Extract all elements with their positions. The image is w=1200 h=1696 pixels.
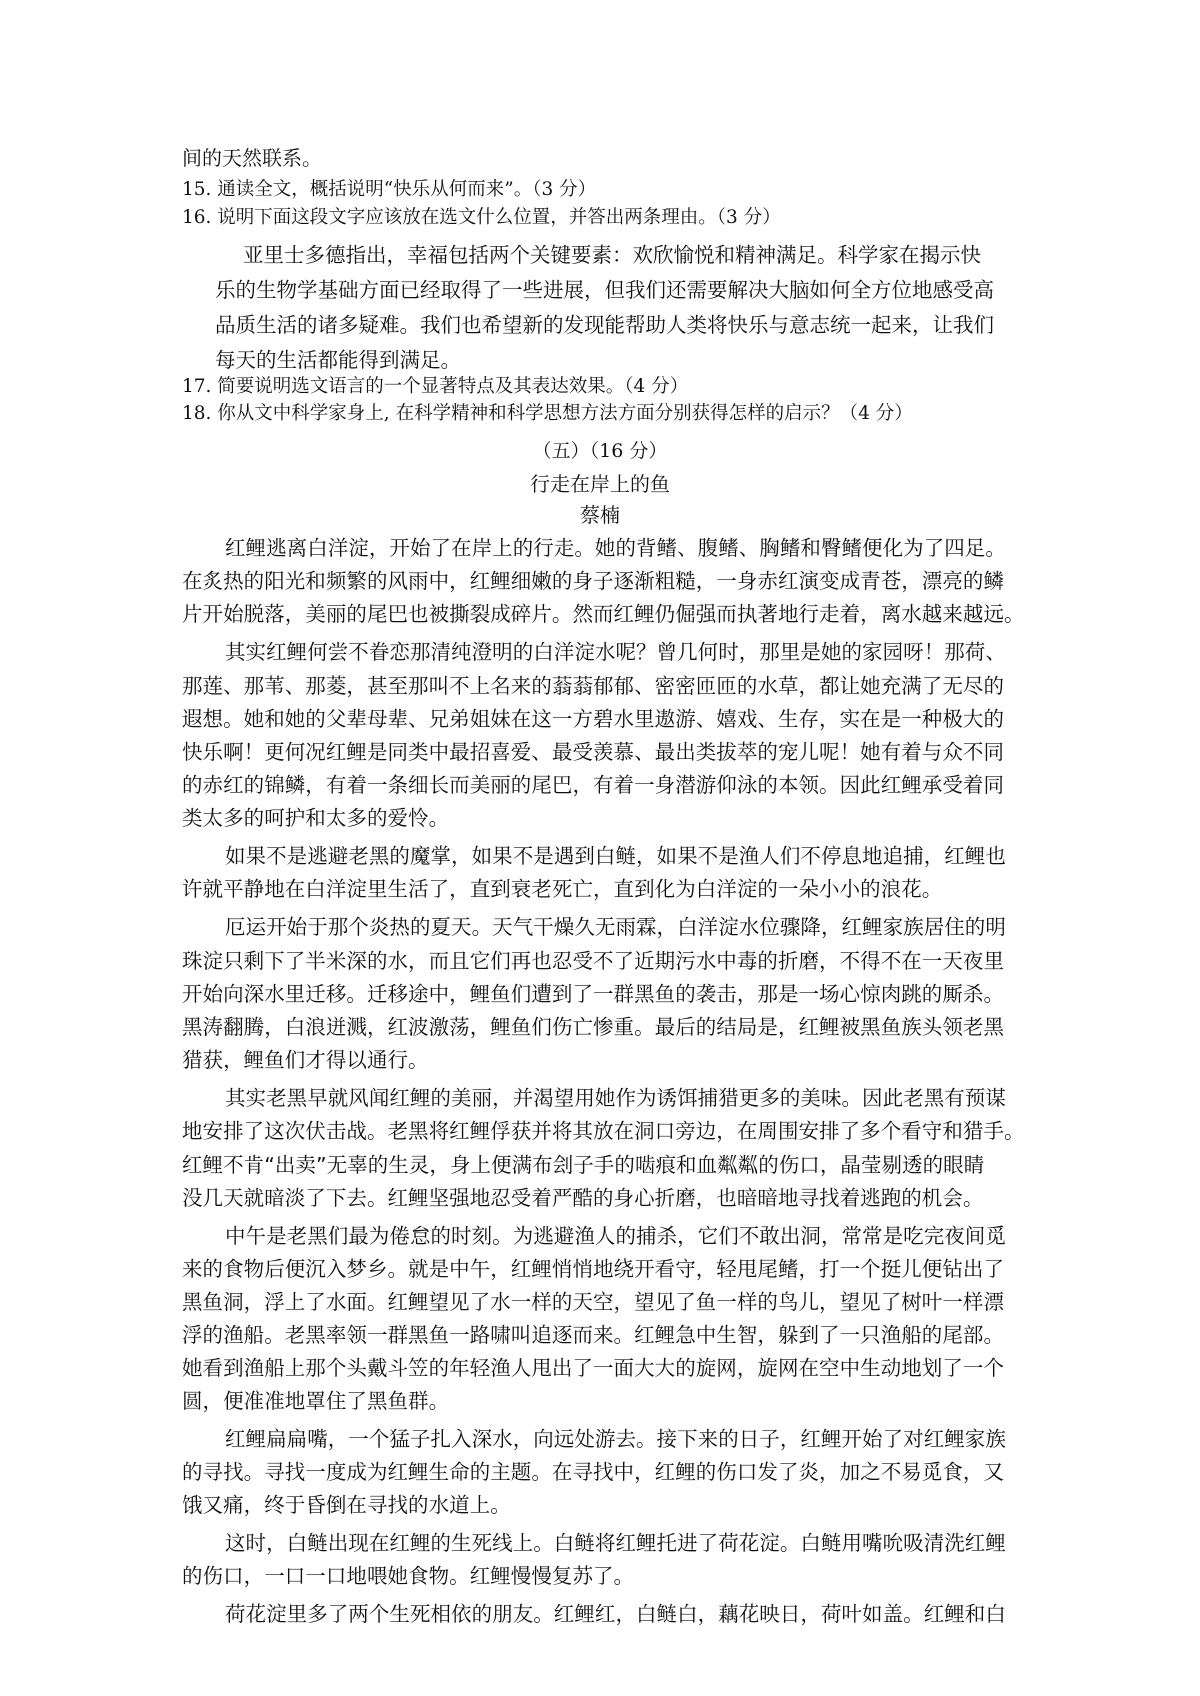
article-line-8: 的赤红的锦鳞，有着一条细长而美丽的尾巴，有着一身潜游仰泳的本领。因此红鲤承受着同 <box>182 773 1004 797</box>
article-line-18: 地安排了这次伏击战。老黑将红鲤俘获并将其放在洞口旁边，在周围安排了多个看守和猎手。 <box>182 1119 1025 1143</box>
article-line-10: 如果不是逃避老黑的魔掌，如果不是遇到白鲢，如果不是渔人们不停息地追捕，红鲤也 <box>225 844 1006 868</box>
article-line-30: 这时，白鲢出现在红鲤的生死线上。白鲢将红鲤托进了荷花淀。白鲢用嘴吮吸清洗红鲤 <box>225 1531 1006 1555</box>
article-line-24: 浮的渔船。老黑率领一群黑鱼一路啸叫追逐而来。红鲤急中生智，躲到了一只渔船的尾部。 <box>182 1323 1004 1347</box>
article-line-26: 圆，便准准地罩住了黑鱼群。 <box>182 1389 450 1413</box>
article-line-5: 那莲、那苇、那菱，甚至那叫不上名来的蓊蓊郁郁、密密匝匝的水草，都让她充满了无尽的 <box>182 674 1004 698</box>
article-line-13: 珠淀只剩下了半米深的水，而且它们再也忍受不了近期污水中毒的折磨，不得不在一天夜里 <box>182 949 1004 973</box>
section-marker: （五）（16 分） <box>532 440 668 462</box>
article-line-1: 红鲤逃离白洋淀，开始了在岸上的行走。她的背鳍、腹鳍、胸鳍和臀鳍便化为了四足。 <box>225 536 1006 560</box>
quote-line-2: 乐的生物学基础方面已经取得了一些进展，但我们还需要解决大脑如何全方位地感受高 <box>215 278 994 302</box>
article-author: 蔡楠 <box>580 503 620 527</box>
article-line-9: 类太多的呵护和太多的爱怜。 <box>182 806 450 830</box>
article-line-3: 片开始脱落，美丽的尾巴也被撕裂成碎片。然而红鲤仍倔强而执著地行走着，离水越来越远。 <box>182 602 1025 626</box>
article-line-16: 猎获，鲤鱼们才得以通行。 <box>182 1048 429 1072</box>
article-line-23: 黑鱼洞，浮上了水面。红鲤望见了水一样的天空，望见了鱼一样的鸟儿，望见了树叶一样漂 <box>182 1290 1004 1314</box>
quote-line-1: 亚里士多德指出，幸福包括两个关键要素：欢欣愉悦和精神满足。科学家在揭示快 <box>243 243 981 267</box>
article-line-14: 开始向深水里迁移。迁移途中，鲤鱼们遭到了一群黑鱼的袭击，那是一场心惊肉跳的厮杀。 <box>182 982 1004 1006</box>
question-18: 18. 你从文中科学家身上, 在科学精神和科学思想方法方面分别获得怎样的启示？（4 分） <box>182 403 913 424</box>
article-line-15: 黑涛翻腾，白浪迸溅，红波激荡，鲤鱼们伤亡惨重。最后的结局是，红鲤被黑鱼族头领老黑 <box>182 1015 1004 1039</box>
article-line-21: 中午是老黑们最为倦怠的时刻。为逃避渔人的捕杀，它们不敢出洞，常常是吃完夜间觅 <box>225 1224 1006 1248</box>
article-line-28: 的寻找。寻找一度成为红鲤生命的主题。在寻找中，红鲤的伤口发了炎，加之不易觅食，又 <box>182 1460 1004 1484</box>
quote-line-4: 每天的生活都能得到满足。 <box>215 348 461 372</box>
article-line-12: 厄运开始于那个炎热的夏天。天气干燥久无雨霖，白洋淀水位骤降，红鲤家族居住的明 <box>225 915 1006 939</box>
article-line-11: 许就平静地在白洋淀里生活了，直到衰老死亡，直到化为白洋淀的一朵小小的浪花。 <box>182 877 943 901</box>
quote-line-3: 品质生活的诸多疑难。我们也希望新的发现能帮助人类将快乐与意志统一起来，让我们 <box>215 313 994 337</box>
article-line-25: 她看到渔船上那个头戴斗笠的年轻渔人甩出了一面大大的旋网，旋网在空中生动地划了一个 <box>182 1356 1004 1380</box>
article-line-19: 红鲤不肯“出卖”无辜的生灵，身上便满布刽子手的啮痕和血粼粼的伤口，晶莹剔透的眼睛 <box>182 1153 985 1177</box>
article-line-22: 来的食物后便沉入梦乡。就是中午，红鲤悄悄地绕开看守，轻甩尾鳍，打一个挺儿便钻出了 <box>182 1257 1004 1281</box>
question-15: 15. 通读全文，概括说明“快乐从何而来”。（3 分） <box>182 179 597 200</box>
article-line-27: 红鲤扁扁嘴，一个猛子扎入深水，向远处游去。接下来的日子，红鲤开始了对红鲤家族 <box>225 1427 1006 1451</box>
article-line-7: 快乐啊！更何况红鲤是同类中最招喜爱、最受羡慕、最出类拔萃的宠儿呢！她有着与众不同 <box>182 740 1004 764</box>
article-line-4: 其实红鲤何尝不眷恋那清纯澄明的白洋淀水呢？曾几何时，那里是她的家园呀！那荷、 <box>225 640 1006 664</box>
article-line-6: 遐想。她和她的父辈母辈、兄弟姐妹在这一方碧水里遨游、嬉戏、生存，实在是一种极大的 <box>182 707 1004 731</box>
article-line-17: 其实老黑早就风闻红鲤的美丽，并渴望用她作为诱饵捕猎更多的美味。因此老黑有预谋 <box>225 1086 1006 1110</box>
intro-tail: 间的天然联系。 <box>182 146 322 170</box>
article-line-20: 没几天就暗淡了下去。红鲤坚强地忍受着严酷的身心折磨，也暗暗地寻找着逃跑的机会。 <box>182 1186 984 1210</box>
question-17: 17. 简要说明选文语言的一个显著特点及其表达效果。（4 分） <box>182 376 689 397</box>
question-16: 16. 说明下面这段文字应该放在选文什么位置，并答出两条理由。（3 分） <box>182 207 781 228</box>
article-line-2: 在炙热的阳光和频繁的风雨中，红鲤细嫩的身子逐渐粗糙，一身赤红演变成青苍，漂亮的鳞 <box>182 569 1004 593</box>
article-line-31: 的伤口，一口一口地喂她食物。红鲤慢慢复苏了。 <box>182 1564 635 1588</box>
article-line-29: 饿又痛，终于昏倒在寻找的水道上。 <box>182 1493 511 1517</box>
article-line-32: 荷花淀里多了两个生死相依的朋友。红鲤红，白鲢白，藕花映日，荷叶如盖。红鲤和白 <box>225 1602 1006 1626</box>
article-title: 行走在岸上的鱼 <box>530 472 670 496</box>
